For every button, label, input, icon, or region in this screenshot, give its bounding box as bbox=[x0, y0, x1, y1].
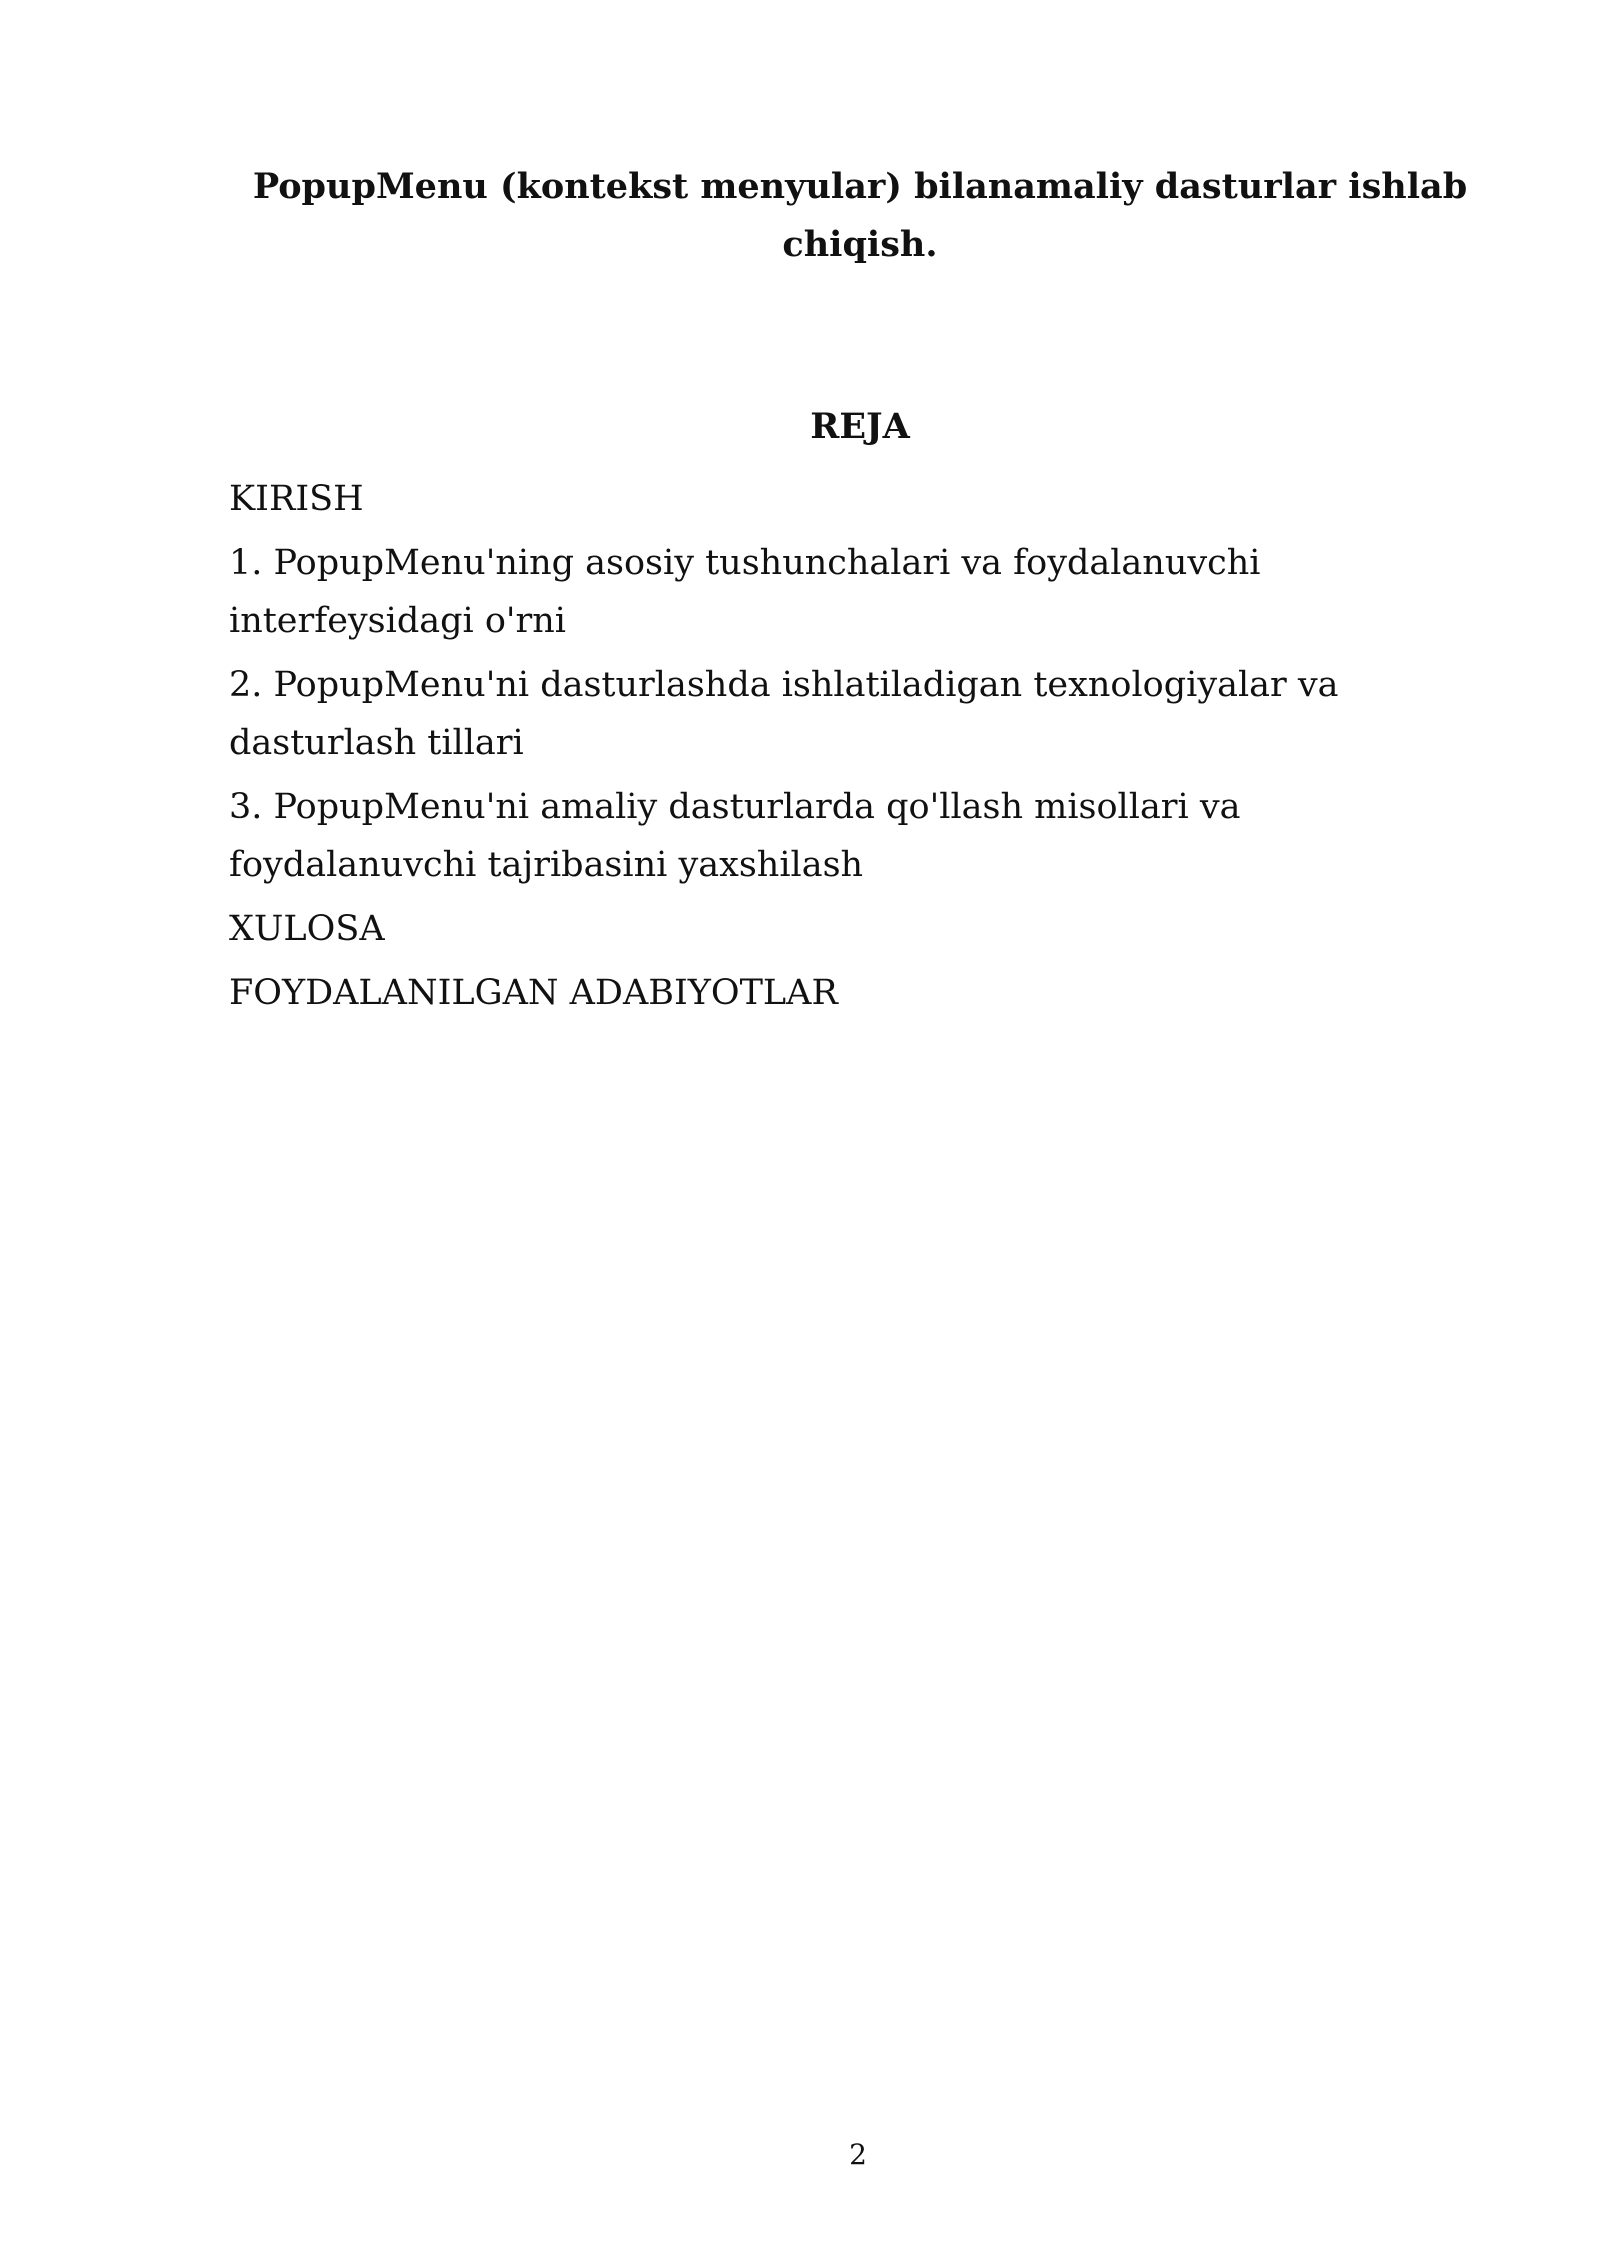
plan-item-introduction: KIRISH bbox=[229, 479, 364, 519]
document-title: PopupMenu (kontekst menyular) bilanamaliy dasturlar ishlab chiqish. bbox=[252, 166, 1468, 265]
plan-item-references: FOYDALANILGAN ADABIYOTLAR bbox=[229, 973, 838, 1013]
plan-item-section-1: 1. PopupMenu'ning asosiy tushunchalari va foydalanuvchi interfeysidagi o'rni bbox=[229, 543, 1261, 641]
plan-item-section-3: 3. PopupMenu'ni amaliy dasturlarda qo'llash misollari va foydalanuvchi tajribasini yaxshilash bbox=[229, 787, 1241, 885]
plan-item-section-2: 2. PopupMenu'ni dasturlashda ishlatiladigan texnologiyalar va dasturlash tillari bbox=[229, 665, 1339, 763]
plan-heading: REJA bbox=[810, 406, 910, 447]
plan-list bbox=[229, 470, 1459, 1028]
page-number: 2 bbox=[849, 2138, 867, 2171]
plan-item-conclusion: XULOSA bbox=[229, 909, 385, 949]
